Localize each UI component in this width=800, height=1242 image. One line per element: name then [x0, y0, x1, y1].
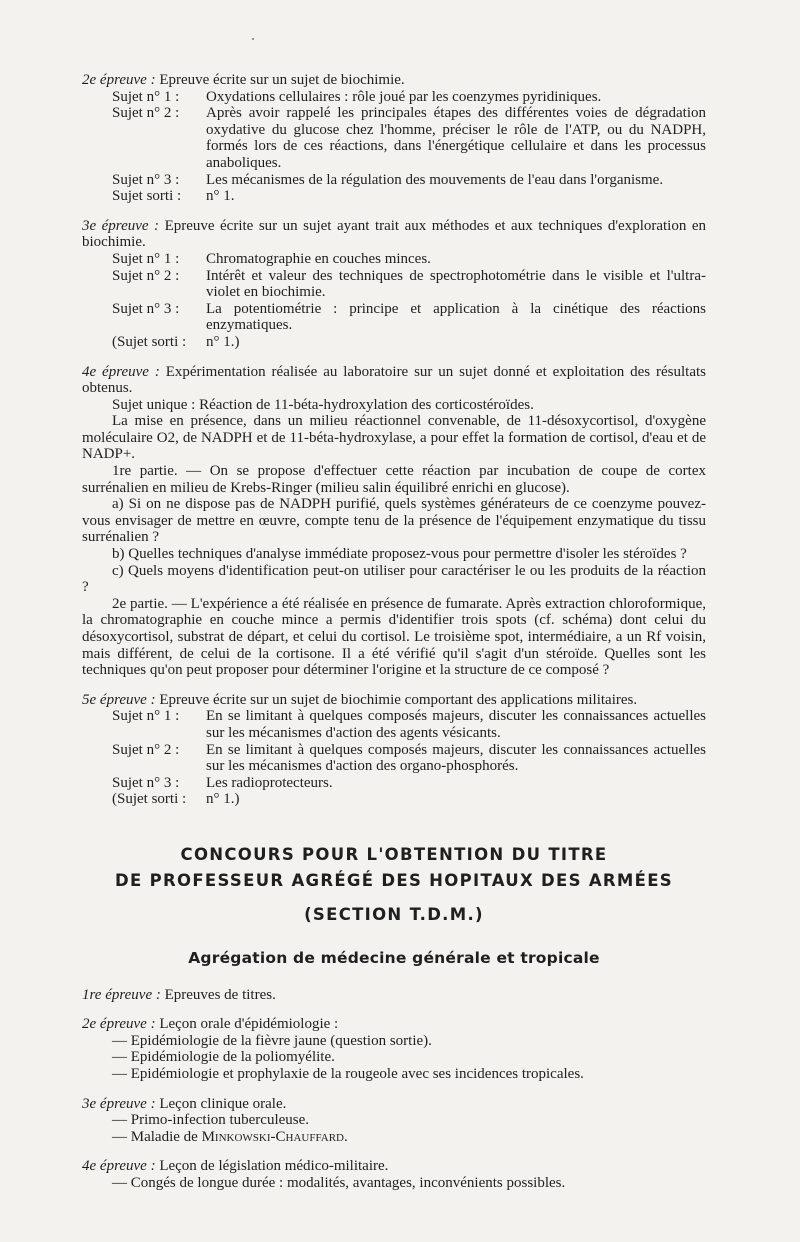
paragraph: a) Si on ne dispose pas de NADPH purifié, quels systèmes générateurs de ce coenzyme pouvez-vous envisager de mettre en œuvre, compte tenu de la présence de l'équipement enzymatique du tissu surrénalien ?	[82, 496, 706, 546]
epreuve-5-militaire	[82, 692, 706, 808]
list-item: — Primo-infection tuberculeuse.	[112, 1112, 310, 1129]
epreuve-text: Expérimentation réalisée au laboratoire sur un sujet donné et exploitation des résultats obtenus.	[82, 363, 706, 397]
epreuve-text: Leçon de législation médico-militaire.	[159, 1158, 389, 1175]
heading-line-3: (SECTION T.D.M.)	[304, 904, 484, 924]
paragraph: 2e partie. — L'expérience a été réalisée en présence de fumarate. Après extraction chloroformique, la chromatographie en couche mince a permis d'identifier trois spots (cf. schéma) dont celui du désoxycortisol, substrat de départ, et celui du cortisol. Le troisième spot, intermédiaire, a un Rf voisin, mais différent, de celui de la cortisone. Il a été vérifié qu'il s'agit d'un stéroïde. Quelles sont les techniques qu'on peut proposer pour déterminer l'origine et la structure de ce composé ?	[82, 595, 706, 679]
author-name: Minkowski-Chauffard.	[201, 1128, 348, 1145]
agregation-epreuve-4	[82, 1158, 706, 1191]
concours-heading	[82, 842, 706, 967]
agregation-epreuve-2	[82, 1016, 706, 1082]
heading-line-2: DE PROFESSEUR AGRÉGÉ DES HOPITAUX DES ARMÉES	[115, 870, 673, 890]
sujet-3: Sujet n° 3 : La potentiométrie : principe et application à la cinétique des réactions enzymatiques.	[112, 300, 706, 334]
sujet-sorti: (Sujet sorti : n° 1.)	[112, 791, 240, 808]
epreuve-text: Epreuves de titres.	[164, 986, 276, 1003]
subheading: Agrégation de médecine générale et tropicale	[188, 948, 600, 967]
document-body	[82, 72, 706, 1204]
agregation-epreuve-3	[82, 1096, 706, 1146]
epreuve-4-experimentation	[82, 364, 706, 679]
paragraph: b) Quelles techniques d'analyse immédiate proposez-vous pour permettre d'isoler les stéroïdes ?	[112, 546, 687, 563]
sujet-sorti: (Sujet sorti : n° 1.)	[112, 333, 240, 350]
sujet-2: Sujet n° 2 : Après avoir rappelé les principales étapes des différentes voies de dégradation oxydative du glucose chez l'homme, préciser le rôle de l'ATP, ou du NADPH, formés lors de ces réactions, dans l'énergétique cellulaire et dans les processus anaboliques.	[112, 105, 706, 171]
epreuve-text: Leçon clinique orale.	[159, 1095, 287, 1112]
sujet-1: Sujet n° 1 : En se limitant à quelques composés majeurs, discuter les connaissances actuelles sur les mécanismes d'action des agents vésicants.	[112, 708, 706, 741]
list-item: — Epidémiologie de la fièvre jaune (question sortie).	[112, 1032, 432, 1049]
epreuve-text: Epreuve écrite sur un sujet ayant trait aux méthodes et aux techniques d'exploration en biochimie.	[82, 217, 706, 251]
epreuve-3-techniques	[82, 218, 706, 351]
list-item: — Epidémiologie de la poliomyélite.	[112, 1049, 335, 1066]
heading-line-1: CONCOURS POUR L'OBTENTION DU TITRE	[180, 844, 608, 864]
epreuve-label: 1re épreuve :	[82, 986, 161, 1003]
list-item: — Maladie de Minkowski-Chauffard.	[112, 1128, 348, 1145]
epreuve-text: Epreuve écrite sur un sujet de biochimie comportant des applications militaires.	[159, 691, 638, 708]
epreuve-label: 2e épreuve :	[82, 72, 156, 88]
paragraph: La mise en présence, dans un milieu réactionnel convenable, de 11-désoxycortisol, d'oxygène moléculaire O2, de NADPH et de 11-béta-hydroxylase, a pour effet la formation de cortisol, d'eau et de NADP+.	[82, 413, 706, 463]
epreuve-label: 3e épreuve :	[82, 1095, 156, 1112]
epreuve-2-biochimie	[82, 72, 706, 205]
sujet-unique: Sujet unique : Réaction de 11-béta-hydroxylation des corticostéroïdes.	[112, 396, 534, 413]
epreuve-label: 4e épreuve :	[82, 363, 160, 380]
sujet-sorti: Sujet sorti : n° 1.	[112, 188, 235, 205]
sujet-2: Sujet n° 2 : En se limitant à quelques composés majeurs, discuter les connaissances actuelles sur les mécanismes d'action des organo-phosphorés.	[112, 741, 706, 775]
sujet-3: Sujet n° 3 : Les radioprotecteurs.	[112, 774, 333, 791]
speck	[252, 38, 254, 40]
epreuve-text: Leçon orale d'épidémiologie :	[159, 1016, 339, 1033]
paragraph: 1re partie. — On se propose d'effectuer cette réaction par incubation de coupe de cortex surrénalien en milieu de Krebs-Ringer (milieu salin équilibré enrichi en glucose).	[82, 463, 706, 496]
epreuve-label: 5e épreuve :	[82, 691, 156, 708]
epreuve-label: 4e épreuve :	[82, 1158, 156, 1175]
sujet-3: Sujet n° 3 : Les mécanismes de la régulation des mouvements de l'eau dans l'organisme.	[112, 171, 664, 188]
paragraph: c) Quels moyens d'identification peut-on utiliser pour caractériser le ou les produits de la réaction ?	[82, 562, 706, 596]
agregation-epreuve-1	[82, 987, 706, 1004]
epreuve-label: 3e épreuve :	[82, 217, 160, 234]
list-item: — Congés de longue durée : modalités, avantages, inconvénients possibles.	[112, 1174, 566, 1191]
epreuve-text: Epreuve écrite sur un sujet de biochimie.	[159, 72, 405, 88]
sujet-1: Sujet n° 1 : Chromatographie en couches minces.	[112, 250, 431, 267]
epreuve-label: 2e épreuve :	[82, 1016, 156, 1033]
list-item: — Epidémiologie et prophylaxie de la rougeole avec ses incidences tropicales.	[112, 1065, 584, 1082]
sujet-2: Sujet n° 2 : Intérêt et valeur des techniques de spectrophotométrie dans le visible et l'ultra-violet en biochimie.	[112, 267, 706, 301]
sujet-1: Sujet n° 1 : Oxydations cellulaires : rôle joué par les coenzymes pyridiniques.	[112, 88, 602, 105]
